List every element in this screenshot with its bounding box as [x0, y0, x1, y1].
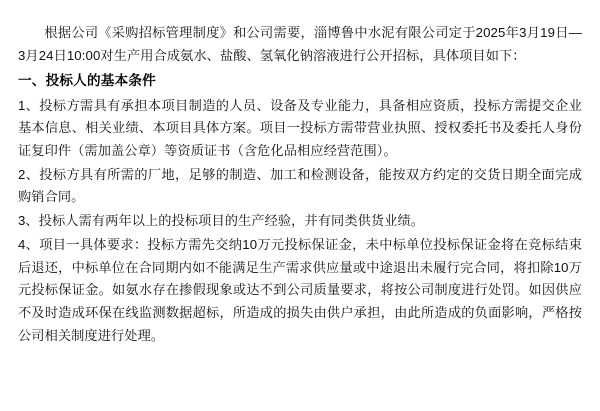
paragraph-item-4: 4、项目一具体要求：投标方需先交纳10万元投标保证金，未中标单位投标保证金将在竞标结束后退还，中标单位在合同期内如不能满足生产需求供应量或中途退出未履行完合同，将扣除10万元投标保证金。如氨水存在掺假现象或达不到公司质量要求，将按公司制度进行处罚。如因供应不及时造成环保在线监测数据超标，所造成的损失由供户承担，由此所造成的负面影响，严格按公司相关制度进行处理。: [18, 236, 582, 343]
section-heading-basic-conditions: 一、投标人的基本条件: [18, 73, 156, 89]
paragraph-item-2: 2、投标方具有所需的厂地，足够的制造、加工和检测设备，能按双方约定的交货日期全面完成购销合同。: [18, 166, 582, 205]
paragraph-intro: 根据公司《采购招标管理制度》和公司需要，淄博鲁中水泥有限公司定于2025年3月19日—3月24日10:00对生产用合成氨水、盐酸、氢氧化钠溶液进行公开招标，具体项目如下：: [18, 25, 582, 63]
paragraph-item-1: 1、投标方需具有承担本项目制造的人员、设备及专业能力，具备相应资质，投标方需提交企业基本信息、相关业绩、本项目具体方案。项目一投标方需带营业执照、授权委托书及委托人身份证复印件（需加盖公章）等资质证书（含危化品相应经营范围）。: [18, 97, 582, 158]
paragraph-item-3: 3、投标人需有两年以上的投标项目的生产经验，并有同类供货业绩。: [18, 213, 425, 229]
